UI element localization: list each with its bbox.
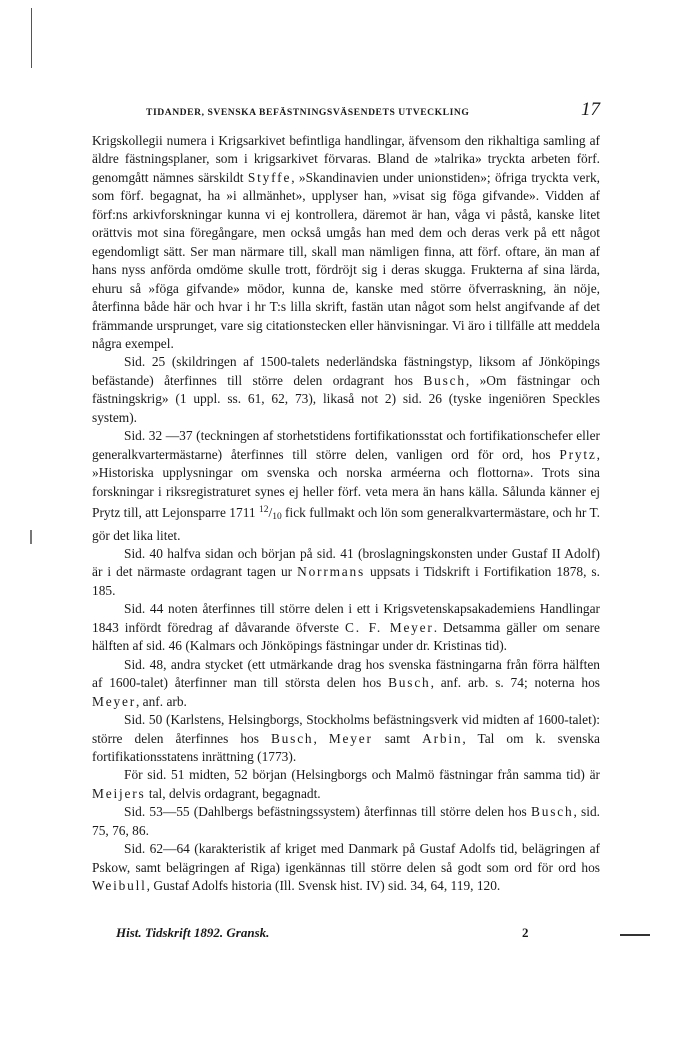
- paragraph-4: Sid. 40 halfva sidan och början på sid. 41 (broslagningskonsten under Gustaf II Adolf) är i det närmaste ordagrant tagen ur Norrmans uppsats i Tidskrift i Fortifikation 1878, s. 185.: [92, 545, 600, 598]
- page-header: [92, 101, 600, 123]
- author-name: Weibull: [92, 878, 147, 894]
- journal-signature: Hist. Tidskrift 1892. Gransk.: [116, 925, 270, 940]
- paragraph-6: Sid. 48, andra stycket (ett utmärkande drag hos svenska fästningarna från förra hälften af 1600-talet) återfinner man till största delen hos Busch, anf. arb. s. 74; noterna hos Meyer, anf. arb.: [92, 656, 601, 709]
- sheet-signature: 2: [522, 925, 529, 940]
- author-name: C. F. Meyer: [344, 619, 434, 635]
- paragraph-8: För sid. 51 midten, 52 början (Helsingborgs och Malmö fästningar från samma tid) är Meijers tal, delvis ordagrant, begagnadt.: [92, 767, 600, 801]
- paragraph-5: Sid. 44 noten återfinnes till större delen i ett i Krigsvetenskapsakademiens Handlingar 1843 infördt föredrag af dåvarande öfverste C. F. Meyer. Detsamma gäller om senare hälften af sid. 46 (Kalmars och Jönköpings fästningar under dr. Kristinas tid).: [92, 601, 600, 654]
- author-name: Meijers: [92, 785, 146, 801]
- author-name: Norrmans: [297, 564, 366, 580]
- paragraph-2: Sid. 25 (skildringen af 1500-talets nederländska fästningstyp, liksom af Jönköpings befästande) återfinnes till större delen ordagrant hos Busch, »Om fästningar och fästningskrig» (1 uppl. ss. 61, 62, 73), likaså not 2) sid. 26 (tyske ingeniören Speckles system).: [92, 354, 600, 425]
- author-name: Meyer: [328, 730, 373, 746]
- author-name: Styffe: [247, 169, 292, 185]
- author-name: Busch: [388, 675, 431, 691]
- footer-dash: [620, 934, 650, 936]
- person-name: Lejonsparre: [161, 505, 226, 521]
- author-name: Prytz: [559, 446, 597, 462]
- author-name: Busch: [423, 372, 466, 388]
- running-title: TIDANDER, SVENSKA BEFÄSTNINGSVÄSENDETS UTVECKLING: [146, 107, 470, 118]
- paragraph-10: Sid. 62—64 (karakteristik af kriget med Danmark på Gustaf Adolfs tid, belägringen af Pskow, samt belägringen af Riga) igenkännas till större delen så godt som ord för ord hos Weibull, Gustaf Adolfs historia (Ill. Svensk hist. IV) sid. 34, 64, 119, 120.: [92, 841, 600, 894]
- author-name: Busch: [530, 804, 574, 820]
- paragraph-7: Sid. 50 (Karlstens, Helsingborgs, Stockholms befästningsverk vid midten af 1600-talet): större delen återfinnes hos Busch, Meyer samt Arbin, Tal om k. svenska fortifikationsstatens inrättning (1773).: [92, 712, 600, 764]
- page-number: 17: [581, 99, 600, 120]
- paragraph-3: Sid. 32 —37 (teckningen af storhetstidens fortifikationsstat och fortifikationschefer eller generalkvartermästarne) återfinnes till större delen, vanligen ord för ord, hos Prytz, »Historiska upplysningar om svenska och norska arméerna och flottorna». Trots sina forskningar i riksregistraturet synes ej heller förf. veta mera än hans källa. Sålunda känner ej Prytz till, att Lejonsparre 1711 $^{12}$/10 fick fullmakt och lön som generalkvartermästare, och hr T. gör det lika litet.: [92, 428, 601, 543]
- paragraph-9: Sid. 53—55 (Dahlbergs befästningssystem) återfinnas till större delen hos Busch, sid. 75, 76, 86.: [92, 804, 601, 838]
- paragraph-1: Krigskollegii numera i Krigsarkivet befintliga handlingar, äfvensom den rikhaltiga samling af äldre fästningsplaner, som i krigsarkivet förvaras. Bland de »talrika» tryckta arbeten förf. genomgått nämnes särskildt Styffe, »Skandinavien under unionstiden»; öfriga tryckta verk, som förf. begagnat, ha »i allmänhet», upplyser han, »visat sig föga gifvande». Vidden af förf:ns arkivforskningar kunna vi ej kontrollera, däremot är han, våga vi påstå, kanske litet orättvis mot sina föregångare, men också umgås han med dem och deras verk på ett något egendomligt sätt. Ser man närmare till, skall man nämligen finna, att förf. oftare, än man af hans nyss anförda omdöme skulle trott, fördröjt sig i deras skugga. Frukterna af sina lärda, ehuru så »föga gifvande» mödor, kunna de, kanske med större öfverraskning, än nöje, återfinna både här och hvar i hr T:s lilla skrift, fastän utan något som helst angifvande af det främmande ursprunget, vare sig citationstecken eller hänvisningar. Vi äro i tillfälle att meddela några exempel.: [92, 133, 600, 351]
- date-fraction-denominator: 10: [272, 512, 282, 523]
- author-name: Meyer: [92, 693, 136, 709]
- author-name: Arbin: [422, 730, 463, 746]
- left-margin-tick: [30, 530, 32, 544]
- author-name: Busch: [270, 730, 314, 746]
- page-footer: [92, 925, 600, 945]
- date-fraction-numerator: 12: [258, 505, 269, 516]
- left-margin-rule: [31, 8, 32, 68]
- page-body: [92, 132, 600, 896]
